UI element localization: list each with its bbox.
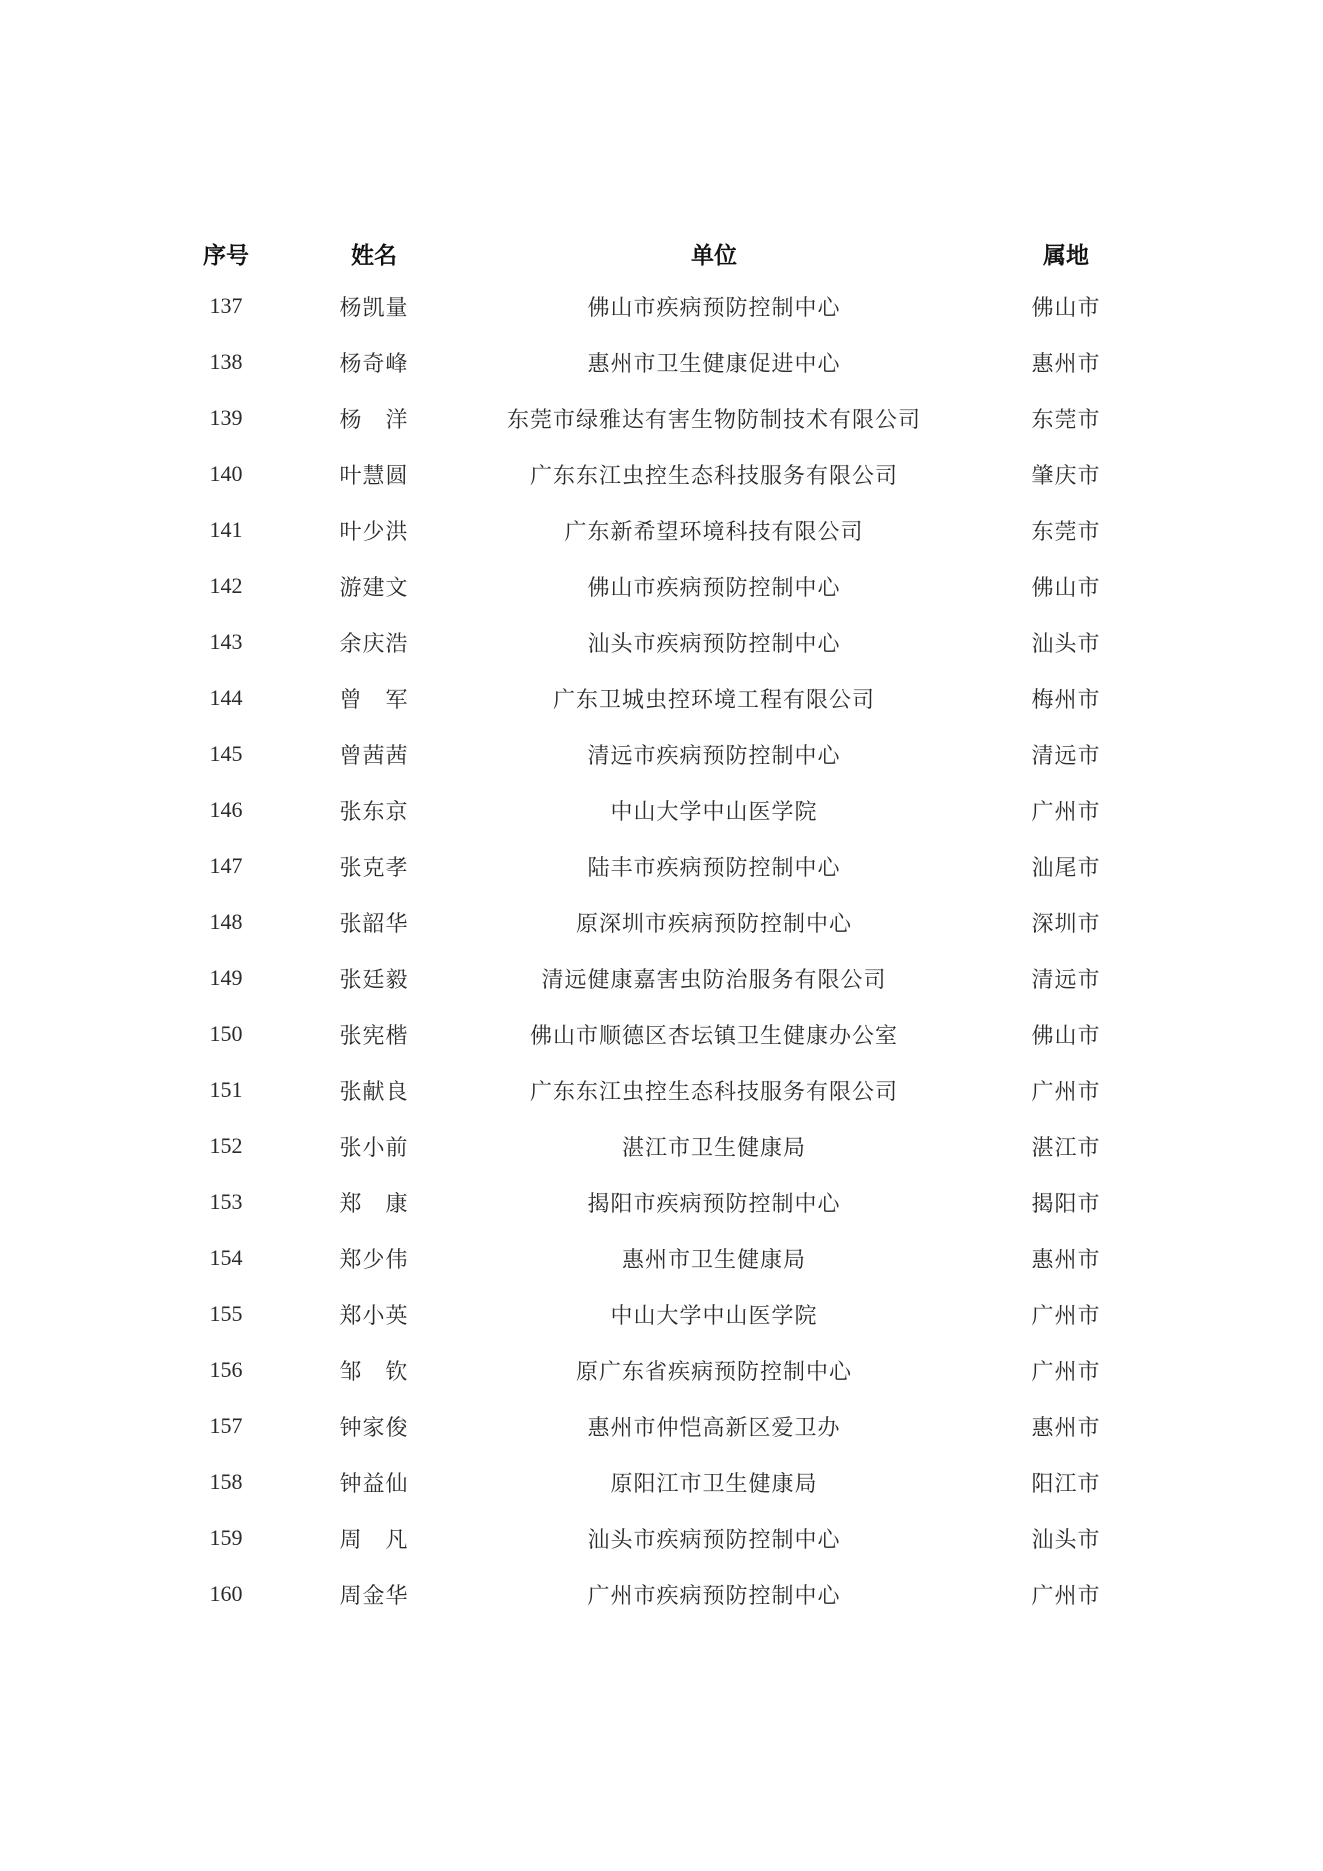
name-cell: 张宪楷 xyxy=(339,1023,409,1049)
location-cell: 清远市 xyxy=(1031,743,1101,769)
table-row xyxy=(164,838,1164,894)
name-cell: 叶少洪 xyxy=(339,519,409,545)
serial-number-cell: 158 xyxy=(209,1469,243,1494)
location-cell: 广州市 xyxy=(1031,799,1101,825)
name-cell: 曾茜茜 xyxy=(339,743,409,769)
table-row xyxy=(164,1286,1164,1342)
name-cell: 郑少伟 xyxy=(339,1247,409,1273)
unit-cell: 中山大学中山医学院 xyxy=(610,1303,818,1329)
name-cell: 钟家俊 xyxy=(339,1415,409,1441)
unit-cell: 佛山市疾病预防控制中心 xyxy=(587,575,841,601)
name-cell: 周 凡 xyxy=(339,1527,409,1553)
name-cell: 余庆浩 xyxy=(339,631,409,657)
table-row xyxy=(164,670,1164,726)
name-cell: 杨凯量 xyxy=(339,295,409,321)
serial-number-cell: 160 xyxy=(209,1581,243,1606)
table-row xyxy=(164,1454,1164,1510)
location-cell: 广州市 xyxy=(1031,1583,1101,1609)
unit-cell: 东莞市绿雅达有害生物防制技术有限公司 xyxy=(506,407,921,433)
name-cell: 张韶华 xyxy=(339,911,409,937)
table-row xyxy=(164,1342,1164,1398)
table-row xyxy=(164,334,1164,390)
table-row xyxy=(164,1398,1164,1454)
serial-number-cell: 141 xyxy=(209,517,243,542)
location-cell: 广州市 xyxy=(1031,1359,1101,1385)
table-row xyxy=(164,950,1164,1006)
header-name: 姓名 xyxy=(351,243,397,269)
serial-number-cell: 152 xyxy=(209,1133,243,1158)
unit-cell: 揭阳市疾病预防控制中心 xyxy=(587,1191,841,1217)
table-row xyxy=(164,726,1164,782)
unit-cell: 原阳江市卫生健康局 xyxy=(610,1471,818,1497)
table-row xyxy=(164,502,1164,558)
personnel-table xyxy=(164,229,1164,1622)
location-cell: 东莞市 xyxy=(1031,519,1101,545)
unit-cell: 佛山市顺德区杏坛镇卫生健康办公室 xyxy=(529,1023,898,1049)
unit-cell: 中山大学中山医学院 xyxy=(610,799,818,825)
name-cell: 游建文 xyxy=(339,575,409,601)
table-header xyxy=(164,229,1164,278)
table-row xyxy=(164,1174,1164,1230)
location-cell: 惠州市 xyxy=(1031,1415,1101,1441)
table-row xyxy=(164,894,1164,950)
serial-number-cell: 150 xyxy=(209,1021,243,1046)
table-row xyxy=(164,1118,1164,1174)
serial-number-cell: 154 xyxy=(209,1245,243,1270)
table-row xyxy=(164,278,1164,334)
serial-number-cell: 148 xyxy=(209,909,243,934)
serial-number-cell: 159 xyxy=(209,1525,243,1550)
serial-number-cell: 147 xyxy=(209,853,243,878)
name-cell: 郑 康 xyxy=(339,1191,409,1217)
table-row xyxy=(164,558,1164,614)
location-cell: 东莞市 xyxy=(1031,407,1101,433)
name-cell: 张东京 xyxy=(339,799,409,825)
location-cell: 佛山市 xyxy=(1031,575,1101,601)
header-row xyxy=(164,229,1164,278)
unit-cell: 陆丰市疾病预防控制中心 xyxy=(587,855,841,881)
name-cell: 曾 军 xyxy=(339,687,409,713)
unit-cell: 清远市疾病预防控制中心 xyxy=(587,743,841,769)
location-cell: 深圳市 xyxy=(1031,911,1101,937)
serial-number-cell: 142 xyxy=(209,573,243,598)
location-cell: 汕头市 xyxy=(1031,631,1101,657)
location-cell: 佛山市 xyxy=(1031,1023,1101,1049)
name-cell: 杨奇峰 xyxy=(339,351,409,377)
unit-cell: 广东东江虫控生态科技服务有限公司 xyxy=(529,1079,898,1105)
unit-cell: 惠州市卫生健康局 xyxy=(621,1247,806,1273)
unit-cell: 惠州市仲恺高新区爱卫办 xyxy=(587,1415,841,1441)
name-cell: 张廷毅 xyxy=(339,967,409,993)
table-row xyxy=(164,446,1164,502)
location-cell: 广州市 xyxy=(1031,1079,1101,1105)
location-cell: 清远市 xyxy=(1031,967,1101,993)
unit-cell: 广东东江虫控生态科技服务有限公司 xyxy=(529,463,898,489)
unit-cell: 惠州市卫生健康促进中心 xyxy=(587,351,841,377)
table-row xyxy=(164,1510,1164,1566)
name-cell: 张献良 xyxy=(339,1079,409,1105)
table-row xyxy=(164,614,1164,670)
name-cell: 周金华 xyxy=(339,1583,409,1609)
serial-number-cell: 139 xyxy=(209,405,243,430)
serial-number-cell: 146 xyxy=(209,797,243,822)
serial-number-cell: 138 xyxy=(209,349,243,374)
name-cell: 叶慧圆 xyxy=(339,463,409,489)
table-row xyxy=(164,1230,1164,1286)
name-cell: 钟益仙 xyxy=(339,1471,409,1497)
name-cell: 郑小英 xyxy=(339,1303,409,1329)
location-cell: 湛江市 xyxy=(1031,1135,1101,1161)
serial-number-cell: 145 xyxy=(209,741,243,766)
location-cell: 汕头市 xyxy=(1031,1527,1101,1553)
name-cell: 张小前 xyxy=(339,1135,409,1161)
serial-number-cell: 137 xyxy=(209,293,243,318)
serial-number-cell: 149 xyxy=(209,965,243,990)
header-serial-number: 序号 xyxy=(203,243,249,269)
unit-cell: 原广东省疾病预防控制中心 xyxy=(575,1359,852,1385)
name-cell: 张克孝 xyxy=(339,855,409,881)
unit-cell: 广东卫城虫控环境工程有限公司 xyxy=(552,687,875,713)
serial-number-cell: 140 xyxy=(209,461,243,486)
location-cell: 阳江市 xyxy=(1031,1471,1101,1497)
location-cell: 揭阳市 xyxy=(1031,1191,1101,1217)
table-row xyxy=(164,1062,1164,1118)
serial-number-cell: 156 xyxy=(209,1357,243,1382)
serial-number-cell: 153 xyxy=(209,1189,243,1214)
location-cell: 梅州市 xyxy=(1031,687,1101,713)
location-cell: 汕尾市 xyxy=(1031,855,1101,881)
table-row xyxy=(164,1566,1164,1622)
name-cell: 邹 钦 xyxy=(339,1359,409,1385)
unit-cell: 清远健康嘉害虫防治服务有限公司 xyxy=(541,967,887,993)
serial-number-cell: 151 xyxy=(209,1077,243,1102)
unit-cell: 汕头市疾病预防控制中心 xyxy=(587,631,841,657)
unit-cell: 广东新希望环境科技有限公司 xyxy=(564,519,864,545)
name-cell: 杨 洋 xyxy=(339,407,409,433)
serial-number-cell: 143 xyxy=(209,629,243,654)
serial-number-cell: 144 xyxy=(209,685,243,710)
header-location: 属地 xyxy=(1043,243,1089,269)
location-cell: 广州市 xyxy=(1031,1303,1101,1329)
location-cell: 惠州市 xyxy=(1031,1247,1101,1273)
table-body xyxy=(164,278,1164,1622)
unit-cell: 汕头市疾病预防控制中心 xyxy=(587,1527,841,1553)
table-row xyxy=(164,782,1164,838)
unit-cell: 广州市疾病预防控制中心 xyxy=(587,1583,841,1609)
serial-number-cell: 155 xyxy=(209,1301,243,1326)
location-cell: 惠州市 xyxy=(1031,351,1101,377)
serial-number-cell: 157 xyxy=(209,1413,243,1438)
table-row xyxy=(164,390,1164,446)
location-cell: 肇庆市 xyxy=(1031,463,1101,489)
unit-cell: 湛江市卫生健康局 xyxy=(621,1135,806,1161)
unit-cell: 原深圳市疾病预防控制中心 xyxy=(575,911,852,937)
unit-cell: 佛山市疾病预防控制中心 xyxy=(587,295,841,321)
header-unit: 单位 xyxy=(691,243,737,269)
location-cell: 佛山市 xyxy=(1031,295,1101,321)
table-row xyxy=(164,1006,1164,1062)
